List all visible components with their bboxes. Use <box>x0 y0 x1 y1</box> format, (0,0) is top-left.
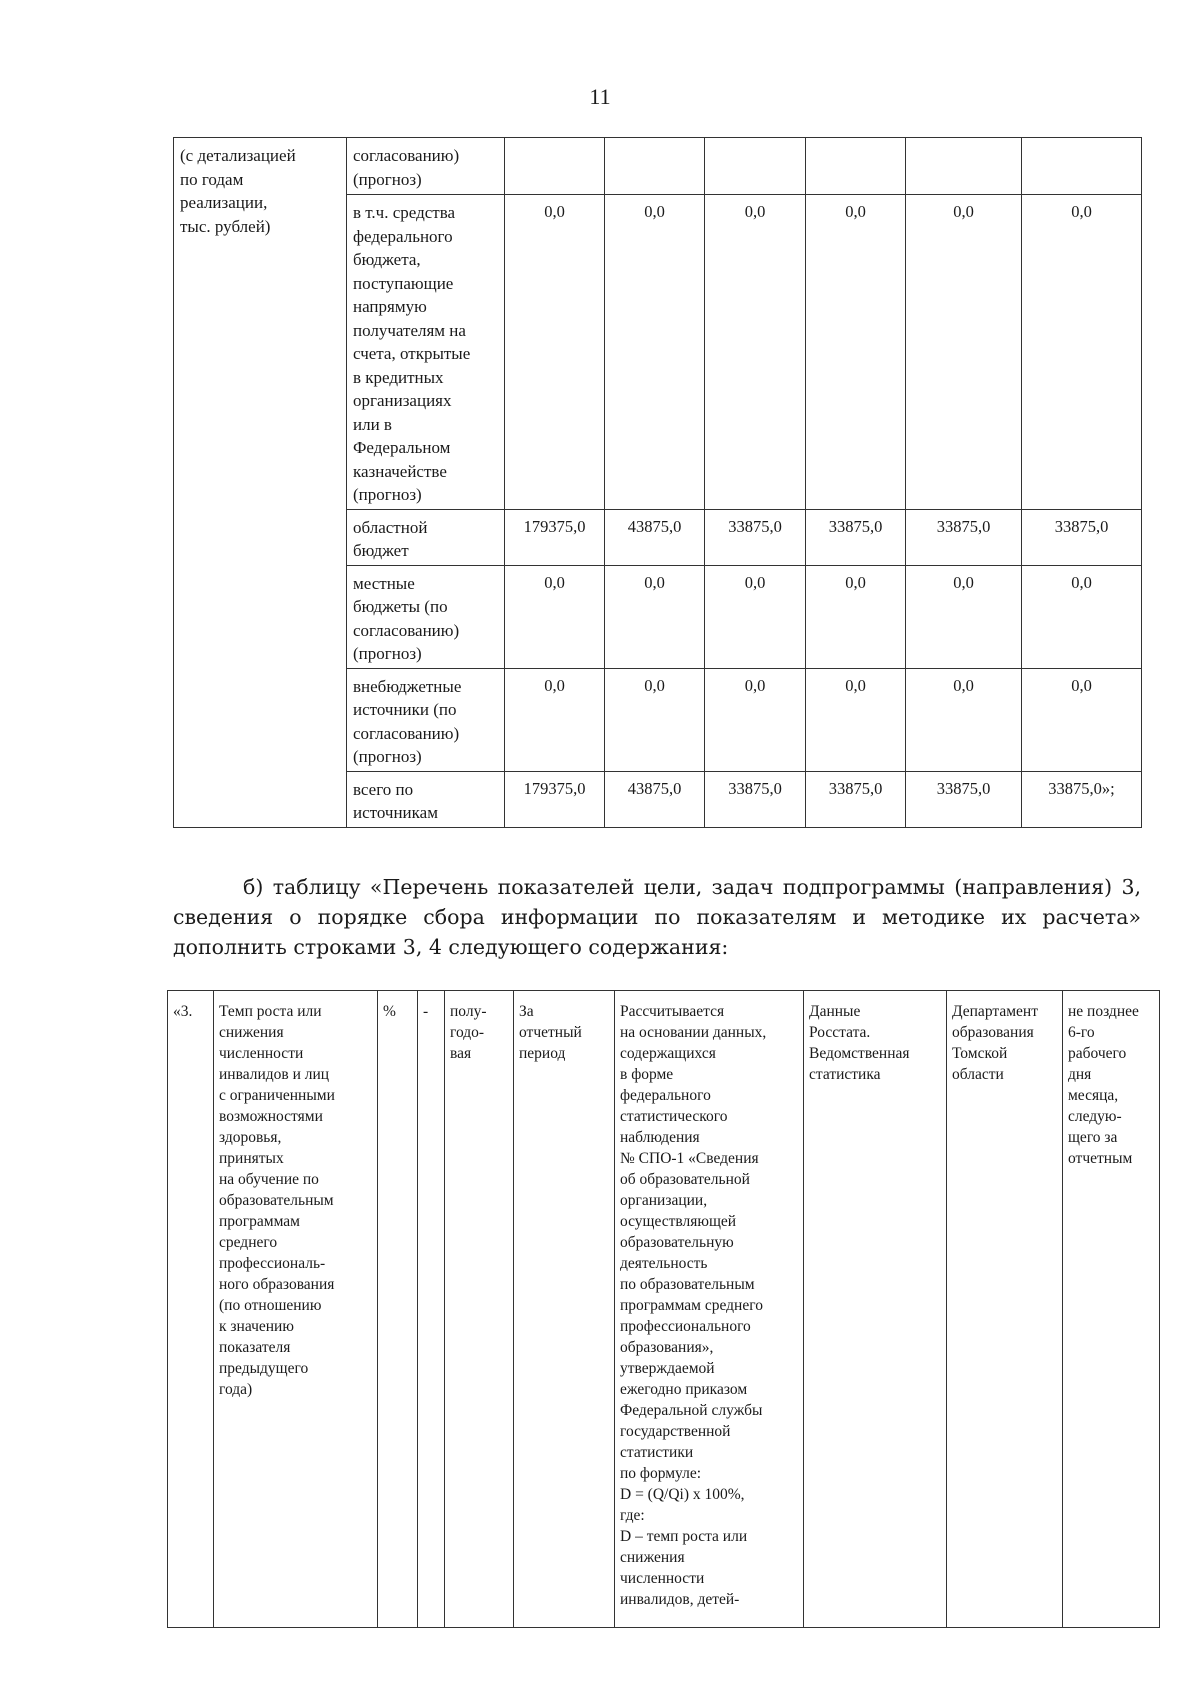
funding-value: 0,0 <box>605 668 705 771</box>
funding-table <box>173 137 1142 828</box>
funding-value: 33875,0 <box>806 771 906 827</box>
indicator-row-3 <box>168 991 1160 1628</box>
funding-value <box>906 138 1022 195</box>
funding-value: 0,0 <box>806 195 906 510</box>
funding-value: 33875,0 <box>906 771 1022 827</box>
funding-value: 0,0 <box>1022 668 1142 771</box>
funding-value: 0,0 <box>1022 195 1142 510</box>
funding-value: 33875,0 <box>1022 509 1142 565</box>
funding-value: 0,0 <box>906 195 1022 510</box>
funding-source-label: согласованию) (прогноз) <box>347 138 505 195</box>
indicator-name: Темп роста или снижения численности инвалидов и лиц с ограниченными возможностями здоровья, принятых на обучение по образовательным программам среднего профессиональ- ного образования (по отношению к значению показателя предыдущего года) <box>214 991 378 1628</box>
funding-value: 0,0 <box>806 668 906 771</box>
funding-value: 33875,0 <box>705 509 806 565</box>
unit-cell: % <box>378 991 418 1628</box>
funding-source-label: местные бюджеты (по согласованию) (прогноз) <box>347 565 505 668</box>
funding-value: 0,0 <box>806 565 906 668</box>
amendment-paragraph: б) таблицу «Перечень показателей цели, задач подпрограммы (направления) 3, сведения о порядке сбора информации по показателям и методике их расчета» дополнить строками 3, 4 следующего содержания: <box>173 875 1141 959</box>
funding-value: 0,0 <box>605 565 705 668</box>
funding-value: 0,0 <box>705 565 806 668</box>
funding-value: 0,0 <box>1022 565 1142 668</box>
periodicity-cell: полу- годо- вая <box>445 991 514 1628</box>
funding-value: 179375,0 <box>505 771 605 827</box>
indicators-table <box>167 990 1160 1628</box>
funding-value: 0,0 <box>906 565 1022 668</box>
source-cell: Данные Росстата. Ведомственная статистика <box>804 991 947 1628</box>
funding-value: 33875,0 <box>705 771 806 827</box>
funding-category-cell: (с детализацией по годам реализации, тыс. рублей) <box>174 138 347 828</box>
funding-value: 43875,0 <box>605 771 705 827</box>
funding-value: 43875,0 <box>605 509 705 565</box>
funding-value: 33875,0 <box>906 509 1022 565</box>
funding-source-label: внебюджетные источники (по согласованию) (прогноз) <box>347 668 505 771</box>
funding-value: 33875,0»; <box>1022 771 1142 827</box>
funding-value: 0,0 <box>906 668 1022 771</box>
funding-value: 0,0 <box>505 565 605 668</box>
funding-value: 0,0 <box>505 668 605 771</box>
method-cell: Рассчитывается на основании данных, содержащихся в форме федерального статистического наблюдения № СПО-1 «Сведения об образовательной организации, осуществляющей образовательную деятельность по образовательным программам среднего профессионального образования», утверждаемой ежегодно приказом Федеральной службы государственной статистики по формуле: D = (Q/Qi) х 100%, где: D – темп роста или снижения численности инвалидов, детей- <box>615 991 804 1628</box>
funding-value: 0,0 <box>505 195 605 510</box>
funding-row <box>174 138 1142 195</box>
funding-value: 33875,0 <box>806 509 906 565</box>
funding-value: 179375,0 <box>505 509 605 565</box>
funding-value <box>705 138 806 195</box>
funding-value <box>505 138 605 195</box>
funding-value <box>1022 138 1142 195</box>
funding-value: 0,0 <box>605 195 705 510</box>
funding-value <box>605 138 705 195</box>
funding-source-label: в т.ч. средства федерального бюджета, поступающие напрямую получателям на счета, открытые в кредитных организациях или в Федеральном казначействе (прогноз) <box>347 195 505 510</box>
funding-value: 0,0 <box>705 668 806 771</box>
period-cell: За отчетный период <box>514 991 615 1628</box>
page-number: 11 <box>589 84 611 109</box>
funding-source-label: всего по источникам <box>347 771 505 827</box>
deadline-cell: не позднее 6-го рабочего дня месяца, следую- щего за отчетным <box>1063 991 1160 1628</box>
funding-value: 0,0 <box>705 195 806 510</box>
funding-source-label: областной бюджет <box>347 509 505 565</box>
dash-cell: - <box>418 991 445 1628</box>
funding-value <box>806 138 906 195</box>
responsible-cell: Департамент образования Томской области <box>947 991 1063 1628</box>
row-number: «3. <box>168 991 214 1628</box>
